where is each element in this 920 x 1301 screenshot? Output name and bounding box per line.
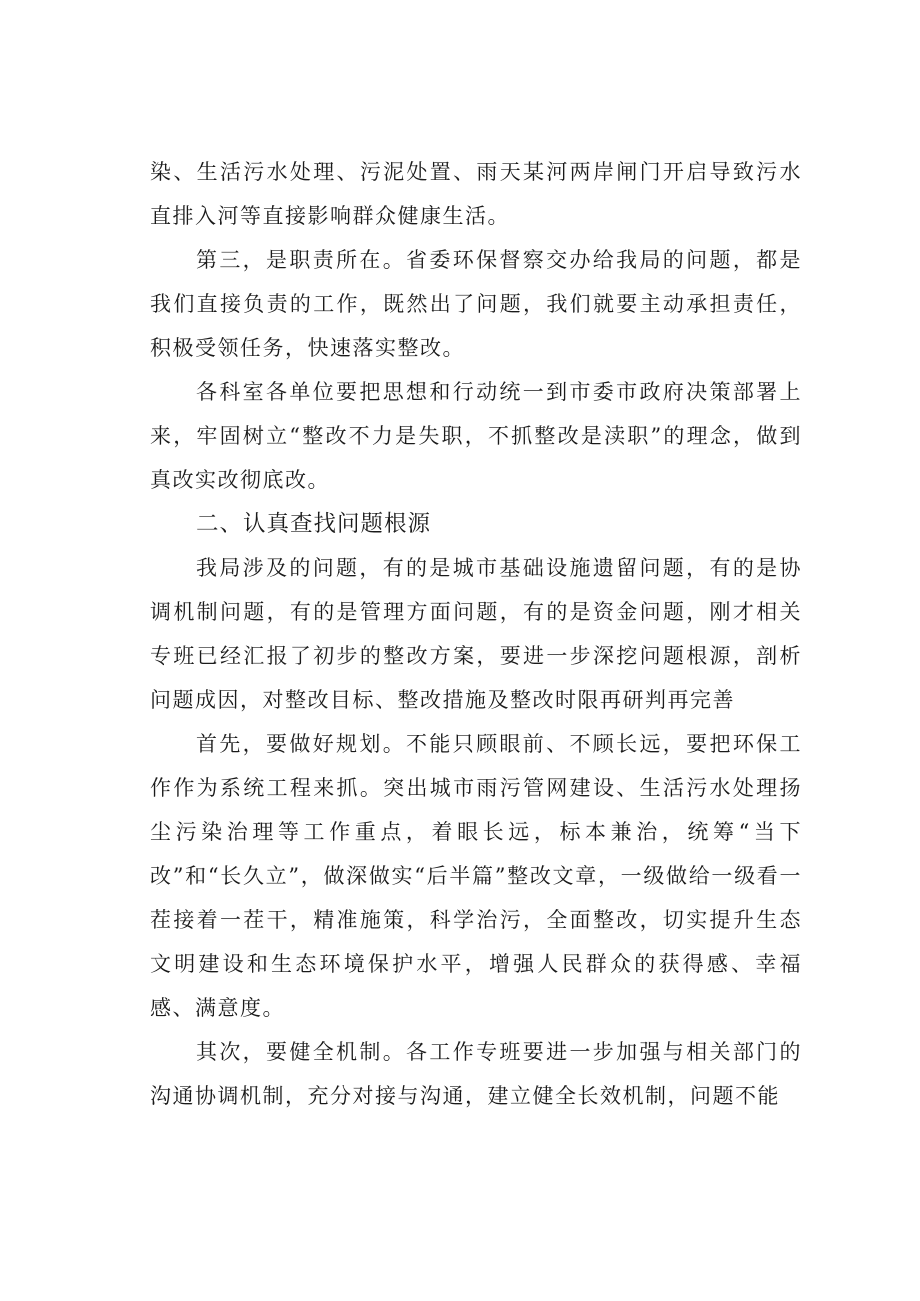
section-heading: 二、认真查找问题根源: [196, 511, 432, 537]
paragraph-unify-action: 各科室各单位要把思想和行动统一到市委市政府决策部署上来，牢固树立“整改不力是失职，不抓整改是渎职”的理念，做到真改实改彻底改。: [150, 380, 802, 492]
document-body: [150, 150, 802, 1118]
paragraph-third-point: 第三，是职责所在。省委环保督察交办给我局的问题，都是我们直接负责的工作，既然出了问题，我们就要主动承担责任，积极受领任务，快速落实整改。: [150, 248, 802, 360]
paragraph-problem-sources: 我局涉及的问题，有的是城市基础设施遗留问题，有的是协调机制问题，有的是管理方面问题，有的是资金问题，刚才相关专班已经汇报了初步的整改方案，要进一步深挖问题根源，剖析问题成因，对整改目标、整改措施及整改时限再研判再完善: [150, 556, 802, 712]
paragraph-planning: 首先，要做好规划。不能只顾眼前、不顾长远，要把环保工作作为系统工程来抓。突出城市雨污管网建设、生活污水处理扬尘污染治理等工作重点，着眼长远，标本兼治，统筹“当下改”和“长久立”，做深做实“后半篇”整改文章，一级做给一级看一茬接着一茬干，精准施策，科学治污，全面整改，切实提升生态文明建设和生态环境保护水平，增强人民群众的获得感、幸福感、满意度。: [150, 732, 802, 1020]
paragraph-continuation: 染、生活污水处理、污泥处置、雨天某河两岸闸门开启导致污水直排入河等直接影响群众健康生活。: [150, 160, 802, 228]
paragraph-mechanism: 其次，要健全机制。各工作专班要进一步加强与相关部门的沟通协调机制，充分对接与沟通，建立健全长效机制，问题不能: [150, 1040, 802, 1108]
